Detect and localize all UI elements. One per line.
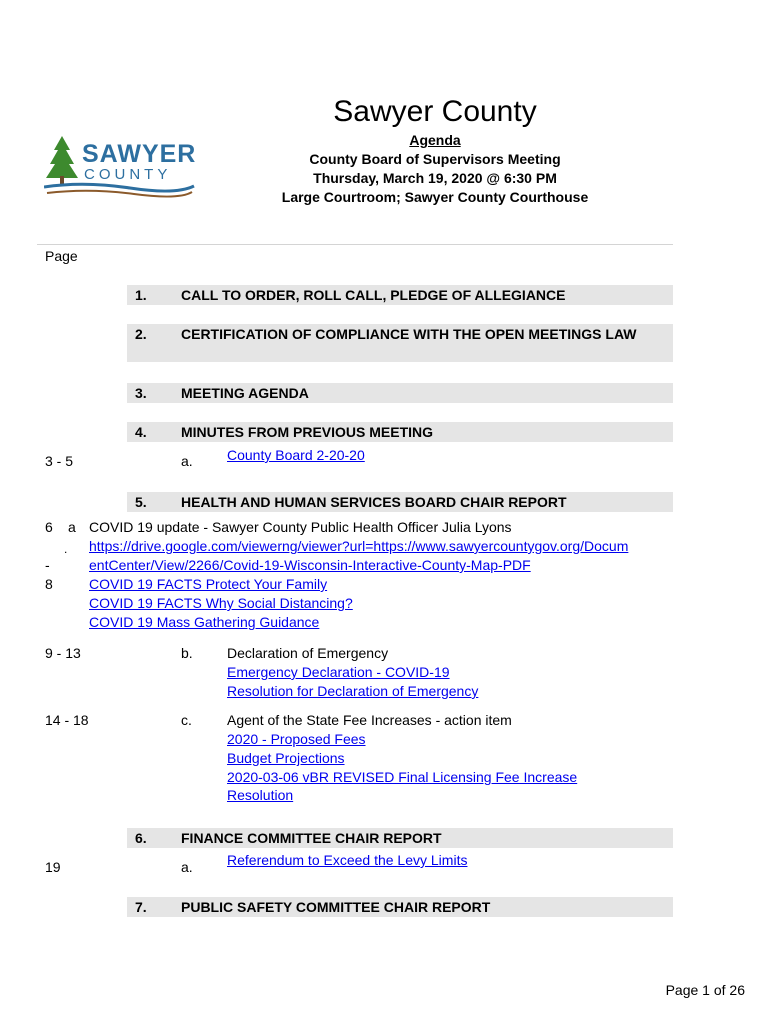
map-url-link-line1[interactable]: https://drive.google.com/viewerng/viewer?url=https://www.sawyercountygov.org/Docum — [89, 538, 629, 554]
agenda-section-6 — [127, 828, 673, 848]
section-number: 6. — [135, 830, 147, 846]
item-pages: 14 - 18 — [45, 712, 89, 728]
page-title: Sawyer County — [333, 95, 537, 128]
agenda-label: Agenda — [409, 132, 461, 148]
section-number: 7. — [135, 899, 147, 915]
emergency-resolution-link[interactable]: Resolution for Declaration of Emergency — [227, 683, 479, 699]
item-page-end: 8 — [45, 576, 53, 592]
item-letter: b. — [181, 645, 193, 661]
section-number: 2. — [135, 326, 147, 342]
item-letter-dot: . — [64, 542, 68, 556]
covid-mass-gathering-link[interactable]: COVID 19 Mass Gathering Guidance — [89, 614, 320, 630]
map-url-link-line2[interactable]: entCenter/View/2266/Covid-19-Wisconsin-Interactive-County-Map-PDF — [89, 557, 531, 573]
section-number: 3. — [135, 385, 147, 401]
agenda-section-2 — [127, 324, 673, 362]
section-title: MEETING AGENDA — [181, 385, 309, 401]
section-number: 4. — [135, 424, 147, 440]
item-pages: 9 - 13 — [45, 645, 81, 661]
item-page-start: 6 — [45, 519, 53, 535]
item-letter: a — [68, 519, 76, 535]
licensing-fee-resolution-link-line1[interactable]: 2020-03-06 vBR REVISED Final Licensing Fee Increase — [227, 769, 578, 785]
section-number: 1. — [135, 287, 147, 303]
meeting-datetime: Thursday, March 19, 2020 @ 6:30 PM — [313, 170, 557, 186]
header-divider — [37, 244, 673, 245]
minutes-link[interactable]: County Board 2-20-20 — [227, 447, 365, 463]
item-letter: a. — [181, 859, 193, 875]
levy-referendum-link[interactable]: Referendum to Exceed the Levy Limits — [227, 852, 468, 868]
emergency-declaration-link[interactable]: Emergency Declaration - COVID-19 — [227, 664, 450, 680]
budget-projections-link[interactable]: Budget Projections — [227, 750, 345, 766]
section-title: MINUTES FROM PREVIOUS MEETING — [181, 424, 434, 440]
item-letter: a. — [181, 453, 193, 469]
item-title: COVID 19 update - Sawyer County Public Health Officer Julia Lyons — [89, 519, 512, 535]
covid-social-distancing-link[interactable]: COVID 19 FACTS Why Social Distancing? — [89, 595, 353, 611]
item-title: Declaration of Emergency — [227, 645, 389, 661]
logo-text-sawyer: SAWYER — [82, 140, 197, 168]
page-number: Page 1 of 26 — [665, 982, 745, 998]
proposed-fees-link[interactable]: 2020 - Proposed Fees — [227, 731, 366, 747]
item-title: Agent of the State Fee Increases - action item — [227, 712, 512, 728]
agenda-section-5 — [127, 492, 673, 512]
sawyer-county-logo — [44, 132, 196, 200]
item-letter: c. — [181, 712, 192, 728]
section-title: CALL TO ORDER, ROLL CALL, PLEDGE OF ALLEGIANCE — [181, 287, 566, 303]
agenda-section-7 — [127, 897, 673, 917]
item-pages: 19 — [45, 859, 61, 875]
section-number: 5. — [135, 494, 147, 510]
licensing-fee-resolution-link-line2[interactable]: Resolution — [227, 787, 294, 803]
covid-protect-family-link[interactable]: COVID 19 FACTS Protect Your Family — [89, 576, 328, 592]
meeting-location: Large Courtroom; Sawyer County Courthouse — [281, 189, 589, 205]
page-column-label: Page — [45, 248, 78, 264]
section-title: HEALTH AND HUMAN SERVICES BOARD CHAIR REPORT — [181, 494, 567, 510]
agenda-section-3 — [127, 383, 673, 403]
section-title: CERTIFICATION OF COMPLIANCE WITH THE OPEN MEETINGS LAW — [181, 326, 637, 342]
item-page-dash: - — [45, 557, 50, 573]
meeting-name: County Board of Supervisors Meeting — [309, 151, 561, 167]
item-pages: 3 - 5 — [45, 453, 74, 469]
section-title: FINANCE COMMITTEE CHAIR REPORT — [181, 830, 442, 846]
agenda-section-4 — [127, 422, 673, 442]
agenda-section-1 — [127, 285, 673, 305]
logo-text-county: COUNTY — [84, 166, 172, 183]
section-title: PUBLIC SAFETY COMMITTEE CHAIR REPORT — [181, 899, 491, 915]
